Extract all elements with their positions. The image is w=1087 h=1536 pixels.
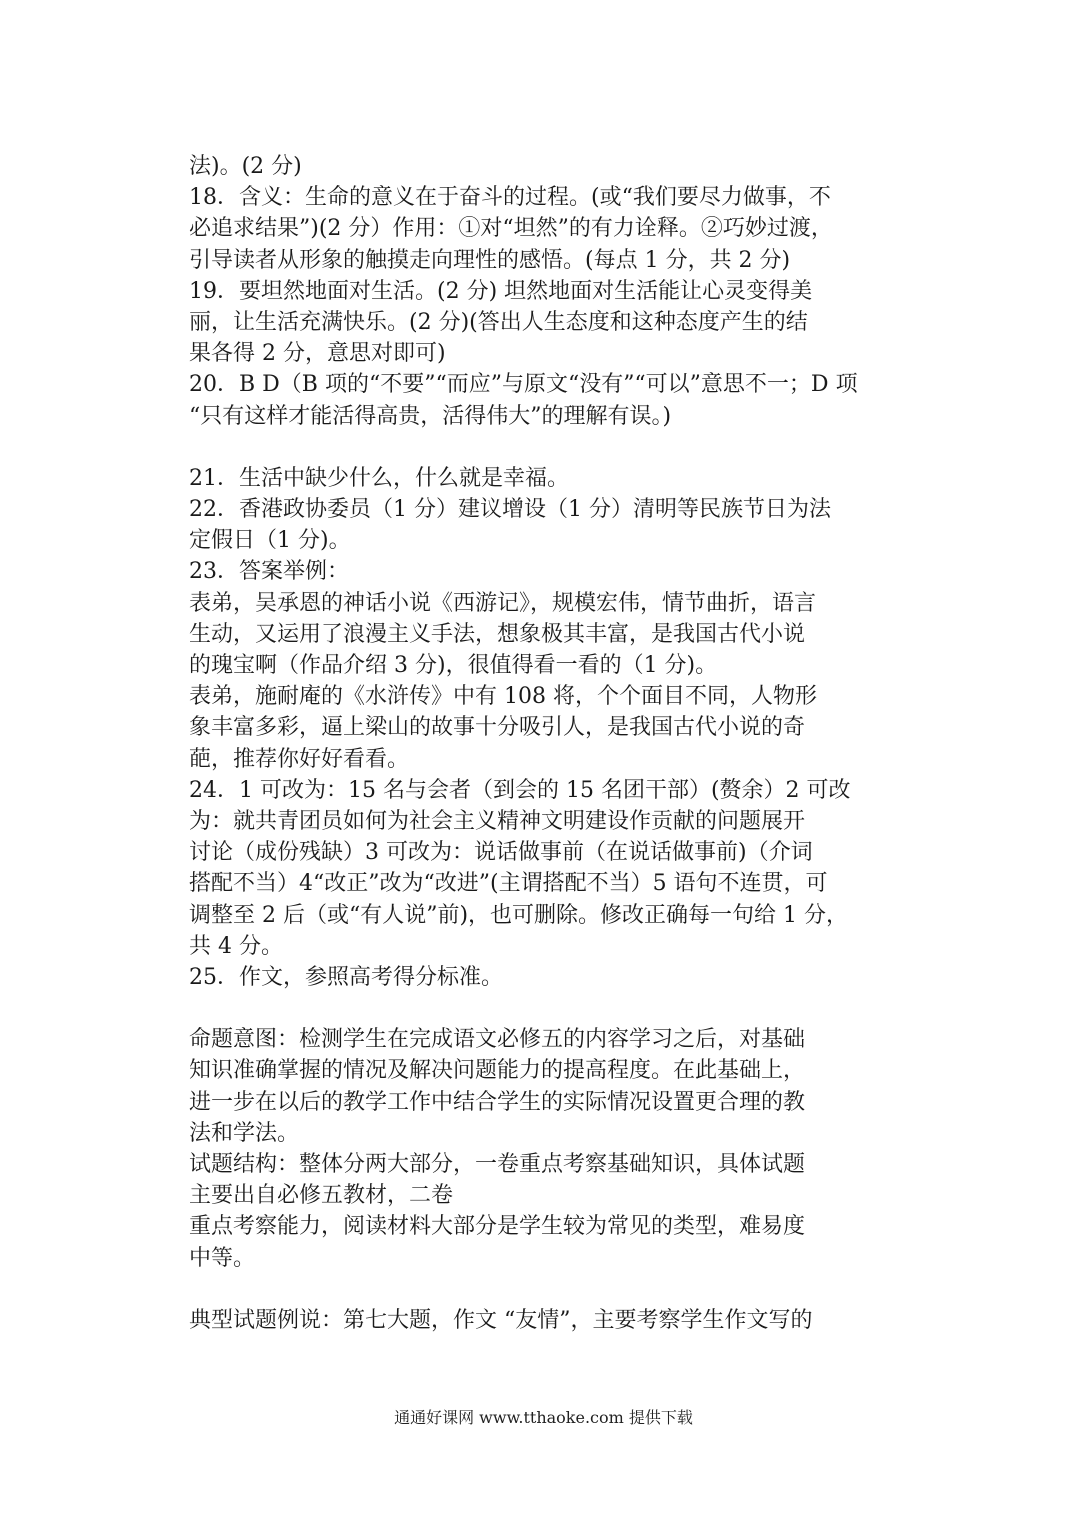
text-line: 象丰富多彩，逼上梁山的故事十分吸引人，是我国古代小说的奇 [189, 715, 806, 741]
text-line: 丽，让生活充满快乐。(2 分)(答出人生态度和这种态度产生的结 [189, 309, 808, 335]
text-line: 讨论（成份残缺）3 可改为：说话做事前（在说话做事前)（介词 [189, 840, 813, 866]
text-line: 表弟，吴承恩的神话小说《西游记》，规模宏伟，情节曲折，语言 [189, 590, 817, 616]
text-line: 的瑰宝啊（作品介绍 3 分)，很值得看一看的（1 分)。 [189, 653, 718, 678]
text-line: 主要出自必修五教材，二卷 [189, 1183, 454, 1209]
text-line: 重点考察能力，阅读材料大部分是学生较为常见的类型，难易度 [189, 1214, 806, 1240]
text-line: 进一步在以后的教学工作中结合学生的实际情况设置更合理的教 [189, 1089, 806, 1115]
text-line: 知识准确掌握的情况及解决问题能力的提高程度。在此基础上， [189, 1058, 806, 1084]
text-line: 试题结构：整体分两大部分，一卷重点考察基础知识，具体试题 [189, 1152, 806, 1177]
text-line: 命题意图：检测学生在完成语文必修五的内容学习之后，对基础 [189, 1027, 806, 1053]
text-line: 果各得 2 分，意思对即可) [189, 341, 446, 367]
text-line: 24．1 可改为：15 名与会者（到会的 15 名团干部）(赘余）2 可改 [189, 777, 851, 803]
text-line: 19．要坦然地面对生活。(2 分) 坦然地面对生活能让心灵变得美 [189, 278, 813, 304]
text-line: 定假日（1 分)。 [189, 528, 351, 554]
text-line: 法和学法。 [189, 1120, 300, 1146]
text-line: 表弟，施耐庵的《水浒传》中有 108 将，个个面目不同，人物形 [189, 684, 817, 710]
text-line: 葩，推荐你好好看看。 [189, 746, 410, 772]
text-line: 引导读者从形象的触摸走向理性的感悟。(每点 1 分，共 2 分) [189, 247, 791, 273]
text-line: 18．含义：生命的意义在于奋斗的过程。(或“我们要尽力做事，不 [189, 185, 831, 211]
text-line: 21．生活中缺少什么，什么就是幸福。 [189, 465, 569, 491]
text-line: “只有这样才能活得高贵，活得伟大”的理解有误。) [189, 403, 672, 429]
text-line: 20．B D（B 项的“不要”“而应”与原文“没有”“可以”意思不一；D 项 [189, 372, 858, 398]
blank-line [189, 993, 901, 1024]
text-line: 必追求结果”)(2 分）作用：①对“坦然”的有力诠释。②巧妙过渡， [189, 216, 833, 242]
document-body [189, 151, 901, 1336]
text-line: 22．香港政协委员（1 分）建议增设（1 分）清明等民族节日为法 [189, 497, 831, 523]
page-footer: 通通好课网 www.tthaoke.com 提供下载 [394, 1408, 693, 1427]
text-line: 法)。(2 分) [189, 154, 302, 179]
text-line: 中等。 [189, 1245, 256, 1271]
text-line: 搭配不当）4“改正”改为“改进”(主谓搭配不当）5 语句不连贯，可 [189, 871, 828, 897]
text-line: 23．答案举例： [189, 559, 349, 585]
text-line: 共 4 分。 [189, 933, 283, 959]
text-line: 典型试题例说：第七大题，作文 “友情”，主要考察学生作文写的 [189, 1307, 813, 1333]
text-line: 25．作文，参照高考得分标准。 [189, 964, 503, 990]
text-line: 调整至 2 后（或“有人说”前)，也可删除。修改正确每一句给 1 分， [189, 902, 849, 928]
blank-line [189, 1274, 901, 1305]
text-line: 生动，又运用了浪漫主义手法，想象极其丰富，是我国古代小说 [189, 621, 806, 647]
text-line: 为：就共青团员如何为社会主义精神文明建设作贡献的问题展开 [189, 808, 806, 834]
blank-line [189, 432, 901, 463]
